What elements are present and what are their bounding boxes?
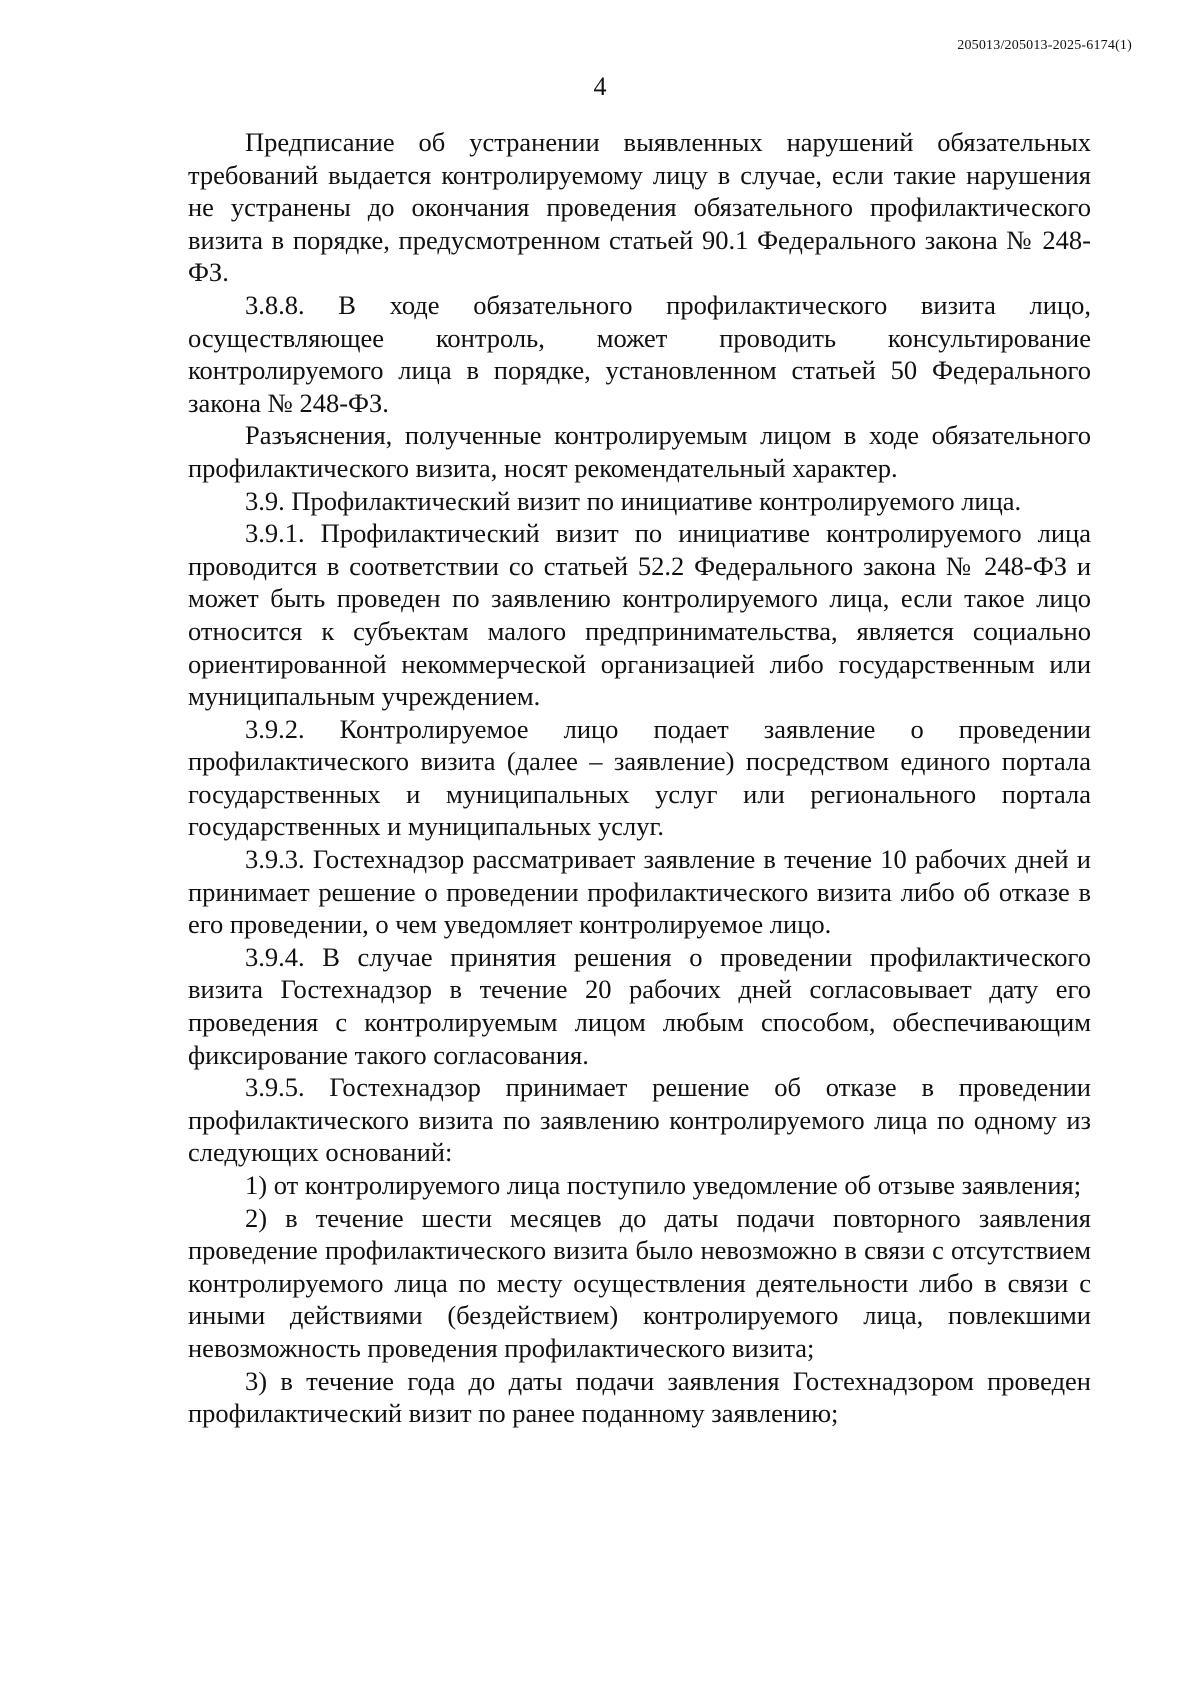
paragraph-clarifications: Разъяснения, полученные контролируемым лицом в ходе обязательного профилактического визита, носят рекомендательный характер. (188, 420, 1091, 483)
paragraph-3-9-5: 3.9.5. Гостехнадзор принимает решение об отказе в проведении профилактического визита по заявлению контролируемого лица по одному из следующих оснований: (188, 1072, 1091, 1168)
paragraph-3-9-2: 3.9.2. Контролируемое лицо подает заявление о проведении профилактического визита (далее – заявление) посредством единого портала государственных и муниципальных услуг или регионального портала государственных и муниципальных услуг. (188, 713, 1091, 842)
paragraph-prescription: Предписание об устранении выявленных нарушений обязательных требований выдается контролируемому лицу в случае, если такие нарушения не устранены до окончания проведения обязательного профилактического визита в порядке, предусмотренном статьей 90.1 Федерального закона № 248-ФЗ. (188, 127, 1091, 288)
paragraph-3-9: 3.9. Профилактический визит по инициативе контролируемого лица. (245, 485, 1022, 516)
list-item-1: 1) от контролируемого лица поступило уведомление об отзыве заявления; (245, 1170, 1082, 1200)
paragraph-3-9-3: 3.9.3. Гостехнадзор рассматривает заявление в течение 10 рабочих дней и принимает решение о проведении профилактического визита либо об отказе в его проведении, о чем уведомляет контролируемое лицо. (188, 844, 1091, 940)
list-item-2: 2) в течение шести месяцев до даты подачи повторного заявления проведение профилактического визита было невозможно в связи с отсутствием контролируемого лица по месту осуществления деятельности либо в связи с иными действиями (бездействием) контролируемого лица, повлекшими невозможность проведения профилактического визита; (188, 1202, 1091, 1363)
paragraph-3-9-1: 3.9.1. Профилактический визит по инициативе контролируемого лица проводится в соответствии со статьей 52.2 Федерального закона № 248-ФЗ и может быть проведен по заявлению контролируемого лица, если такое лицо относится к субъектам малого предпринимательства, является социально ориентированной некоммерческой организацией либо государственным или муниципальным учреждением. (188, 518, 1091, 712)
paragraph-3-8-8: 3.8.8. В ходе обязательного профилактического визита лицо, осуществляющее контроль, может проводить консультирование контролируемого лица в порядке, установленном статьей 50 Федерального закона № 248-ФЗ. (188, 289, 1091, 418)
document-id: 205013/205013-2025-6174(1) (957, 38, 1132, 53)
page-number: 4 (593, 72, 607, 101)
document-body (188, 126, 1091, 1430)
list-item-3: 3) в течение года до даты подачи заявления Гостехнадзором проведен профилактический визит по ранее поданному заявлению; (188, 1365, 1091, 1429)
paragraph-3-9-4: 3.9.4. В случае принятия решения о проведении профилактического визита Гостехнадзор в течение 20 рабочих дней согласовывает дату его проведения с контролируемым лицом любым способом, обеспечивающим фиксирование такого согласования. (188, 941, 1091, 1070)
